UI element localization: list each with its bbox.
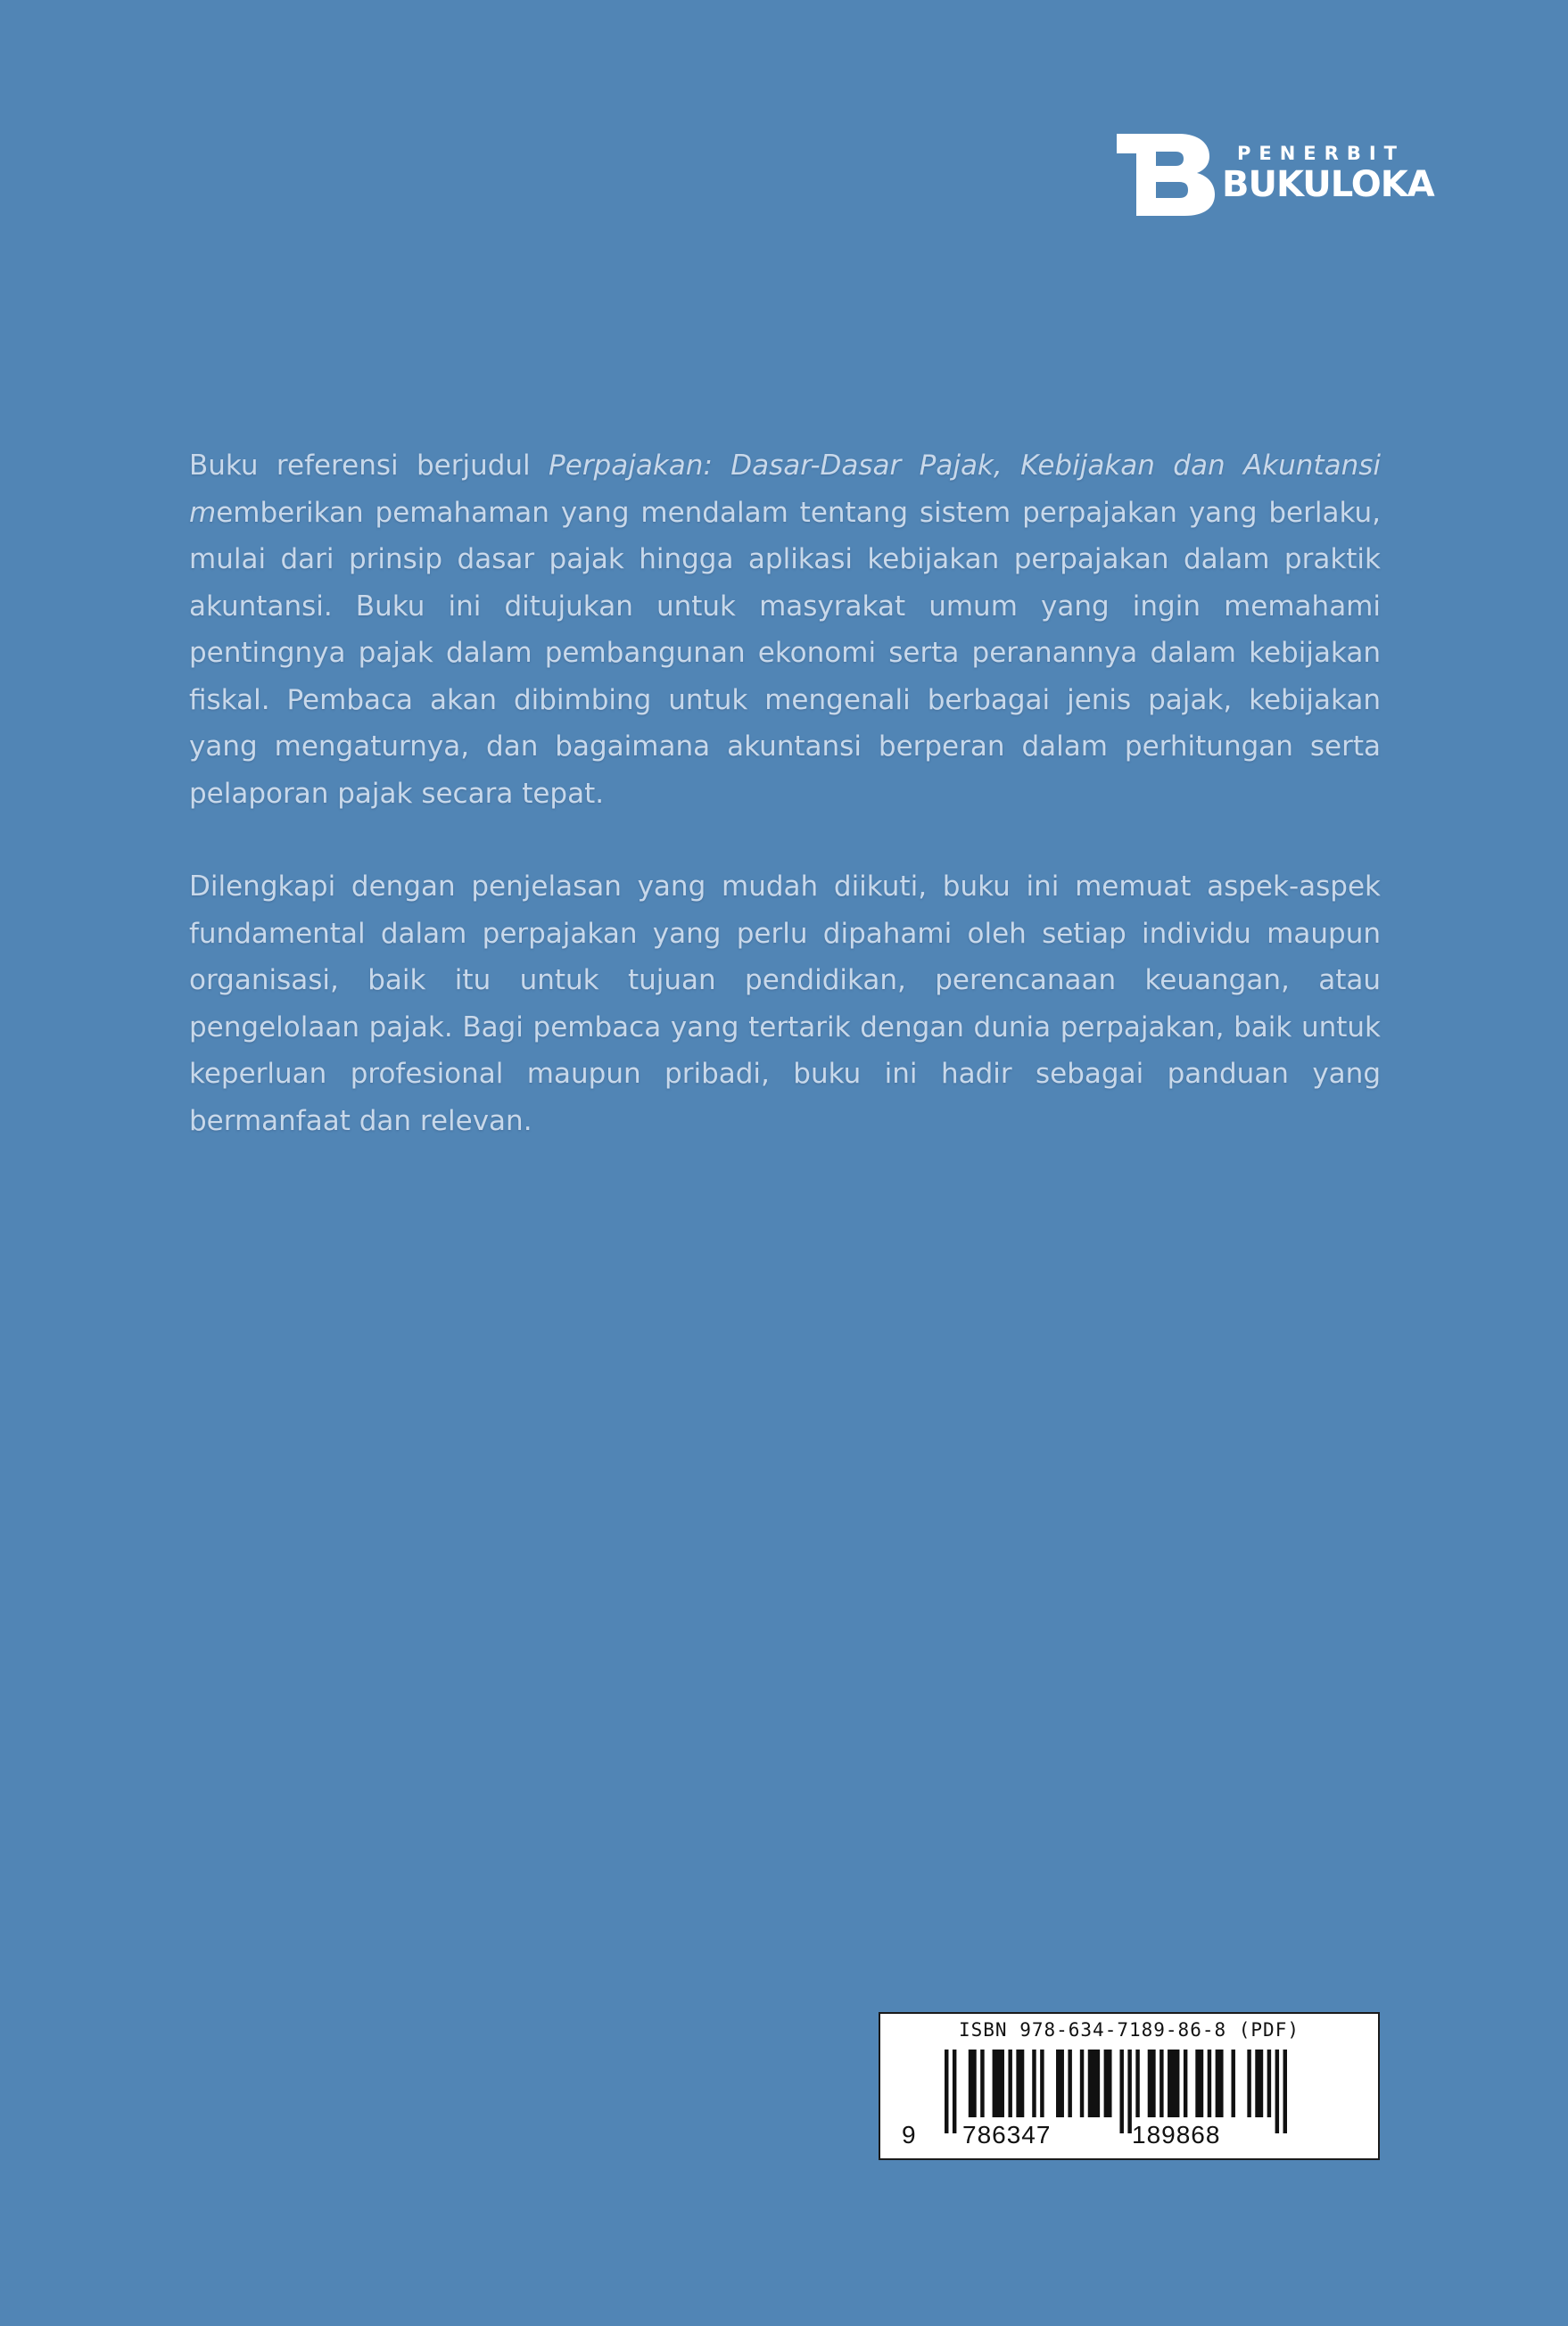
barcode-bar [1040,2050,1044,2117]
barcode-lead-digit: 9 [902,2121,916,2149]
barcode-bar [1056,2050,1064,2117]
isbn-barcode [879,2012,1380,2160]
publisher-logo [1117,134,1447,216]
publisher-name: BUKULOKA [1222,164,1434,205]
barcode-bar [1168,2050,1179,2117]
barcode-bar [1159,2050,1163,2117]
blurb-paragraph-1 [189,442,1381,817]
barcode-bar [969,2050,977,2117]
blurb-paragraph-2: Dilengkapi dengan penjelasan yang mudah diikuti, buku ini memuat aspek-aspek fundamental dalam perpajakan yang perlu dipahami oleh setiap individu maupun organisasi, baik itu untuk tujuan pendidikan, perencanaan keuangan, atau pengelolaan pajak. Bagi pembaca yang tertarik dengan dunia perpajakan, baik untuk keperluan profesional maupun pribadi, buku ini hadir sebagai panduan yang bermanfaat dan relevan. [189,870,1381,1137]
book-title: Perpajakan: Dasar-Dasar Pajak, Kebijakan dan Akuntansi m [189,450,1381,529]
barcode-bar [1032,2050,1036,2117]
barcode-bar [1016,2050,1024,2117]
barcode-right-digits: 189868 [1132,2121,1221,2149]
barcode-bar [1216,2050,1224,2117]
barcode-bar [993,2050,1004,2117]
barcode-bar [1231,2050,1234,2117]
barcode-bar [1008,2050,1011,2117]
barcode-bar [1148,2050,1156,2117]
barcode-bar [1255,2050,1263,2117]
barcode-bar [1184,2050,1187,2117]
isbn-label: ISBN 978-634-7189-86-8 (PDF) [958,2019,1300,2041]
barcode-bar [1247,2050,1250,2117]
barcode-bar [980,2050,984,2117]
bukuloka-b-logo-icon [1117,134,1217,216]
barcode-left-digits: 786347 [962,2121,1052,2149]
book-blurb [189,442,1381,1144]
barcode-bar [953,2050,956,2133]
barcode-bar [1104,2050,1112,2117]
publisher-label-small: PENERBIT [1237,143,1405,164]
barcode-bar [1068,2050,1071,2117]
blurb-p1-lead: Buku referensi berjudul [189,450,549,482]
barcode-bar [1080,2050,1084,2117]
barcode-bar [1275,2050,1279,2133]
barcode-bar [945,2050,948,2133]
barcode-bar [1283,2050,1287,2133]
barcode-bar [1208,2050,1211,2117]
blurb-p1-rest: emberikan pemahaman yang mendalam tentang sistem perpajakan yang berlaku, mulai dari prinsip dasar pajak hingga aplikasi kebijakan perpajakan dalam praktik akuntansi. Buku ini ditujukan untuk masyrakat umum yang ingin memahami pentingnya pajak dalam pembangunan ekonomi serta peranannya dalam kebijakan fiskal. Pembaca akan dibimbing untuk mengenali berbagai jenis pajak, kebijakan yang mengaturnya, dan bagaimana akuntansi berperan dalam perhitungan serta pelaporan pajak secara tepat. [189,496,1381,810]
barcode-bar [1135,2050,1139,2117]
barcode-bar [1119,2050,1123,2133]
barcode-bar [1088,2050,1100,2117]
barcode-bar [1195,2050,1203,2117]
barcode-bar [1267,2050,1271,2117]
